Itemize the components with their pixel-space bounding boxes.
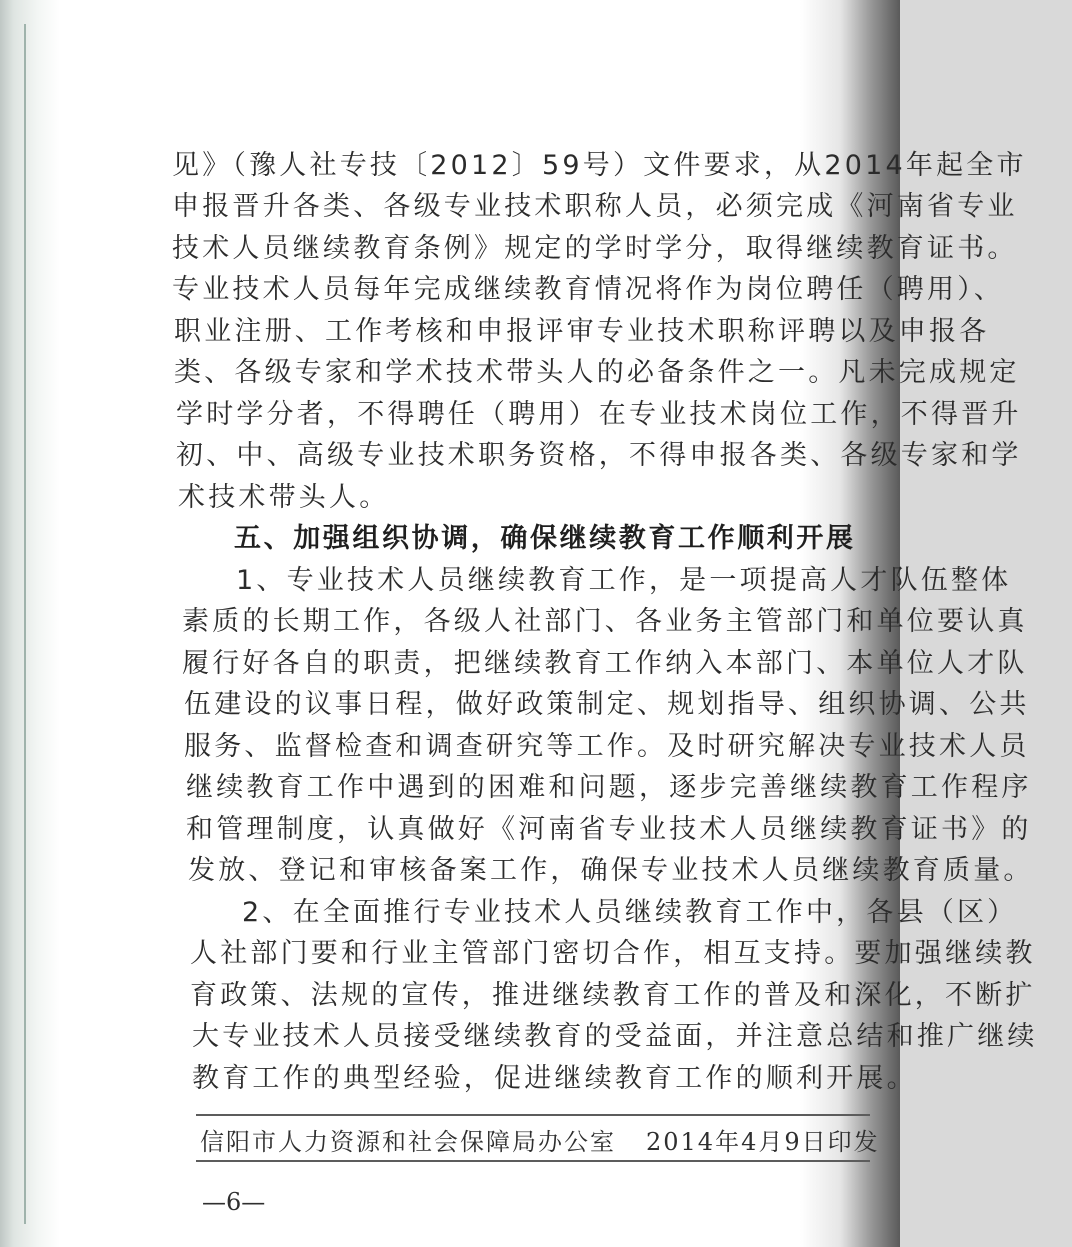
- section-line-2: 素质的长期工作，各级人社部门、各业务主管部门和单位要认真: [182, 606, 1028, 637]
- section-line-10: 人社部门要和行业主管部门密切合作，相互支持。要加强继续教: [190, 938, 1036, 969]
- body-line-3: 技术人员继续教育条例》规定的学时学分，取得继续教育证书。: [172, 233, 1018, 264]
- body-line-9: 术技术带头人。: [178, 482, 390, 513]
- body-line-2: 申报晋升各类、各级专业技术职称人员，必须完成《河南省专业: [172, 191, 1018, 222]
- section-line-4: 伍建设的议事日程，做好政策制定、规划指导、组织协调、公共: [184, 689, 1030, 720]
- body-line-1: 见》（豫人社专技〔2012〕59号）文件要求，从2014年起全市: [172, 150, 1027, 181]
- body-line-7: 学时学分者，不得聘任（聘用）在专业技术岗位工作，不得晋升: [176, 399, 1022, 430]
- section-line-3: 履行好各自的职责，把继续教育工作纳入本部门、本单位人才队: [182, 648, 1028, 679]
- section-heading: 五、加强组织协调，确保继续教育工作顺利开展: [234, 523, 856, 554]
- section-line-12: 大专业技术人员接受继续教育的受益面，并注意总结和推广继续: [192, 1021, 1038, 1052]
- body-line-5: 职业注册、工作考核和申报评审专业技术职称评聘以及申报各: [174, 316, 990, 347]
- section-line-11: 育政策、法规的宣传，推进继续教育工作的普及和深化，不断扩: [190, 980, 1036, 1011]
- footer-issuer: 信阳市人力资源和社会保障局办公室: [200, 1128, 616, 1156]
- page-edge: [24, 24, 26, 1224]
- footer-print-date: 2014年4月9日印发: [646, 1128, 880, 1156]
- body-line-4: 专业技术人员每年完成继续教育情况将作为岗位聘任（聘用）、: [172, 274, 1005, 305]
- body-line-8: 初、中、高级专业技术职务资格，不得申报各类、各级专家和学: [176, 440, 1022, 471]
- section-line-6: 继续教育工作中遇到的困难和问题，逐步完善继续教育工作程序: [186, 772, 1032, 803]
- section-line-5: 服务、监督检查和调查研究等工作。及时研究解决专业技术人员: [184, 731, 1030, 762]
- section-line-9: 2、在全面推行专业技术人员继续教育工作中，各县（区）: [242, 897, 1018, 928]
- section-line-7: 和管理制度，认真做好《河南省专业技术人员继续教育证书》的: [186, 814, 1032, 845]
- body-line-6: 类、各级专家和学术技术带头人的必备条件之一。凡未完成规定: [174, 357, 1020, 388]
- page-number: —6—: [202, 1188, 266, 1216]
- section-line-13: 教育工作的典型经验，促进继续教育工作的顺利开展。: [192, 1063, 917, 1094]
- footer-top-rule: [196, 1114, 870, 1116]
- document-page: [40, 38, 1038, 1233]
- section-line-1: 1、专业技术人员继续教育工作，是一项提高人才队伍整体: [236, 565, 1012, 596]
- section-line-8: 发放、登记和审核备案工作，确保专业技术人员继续教育质量。: [188, 855, 1034, 886]
- footer-bottom-rule: [196, 1160, 870, 1162]
